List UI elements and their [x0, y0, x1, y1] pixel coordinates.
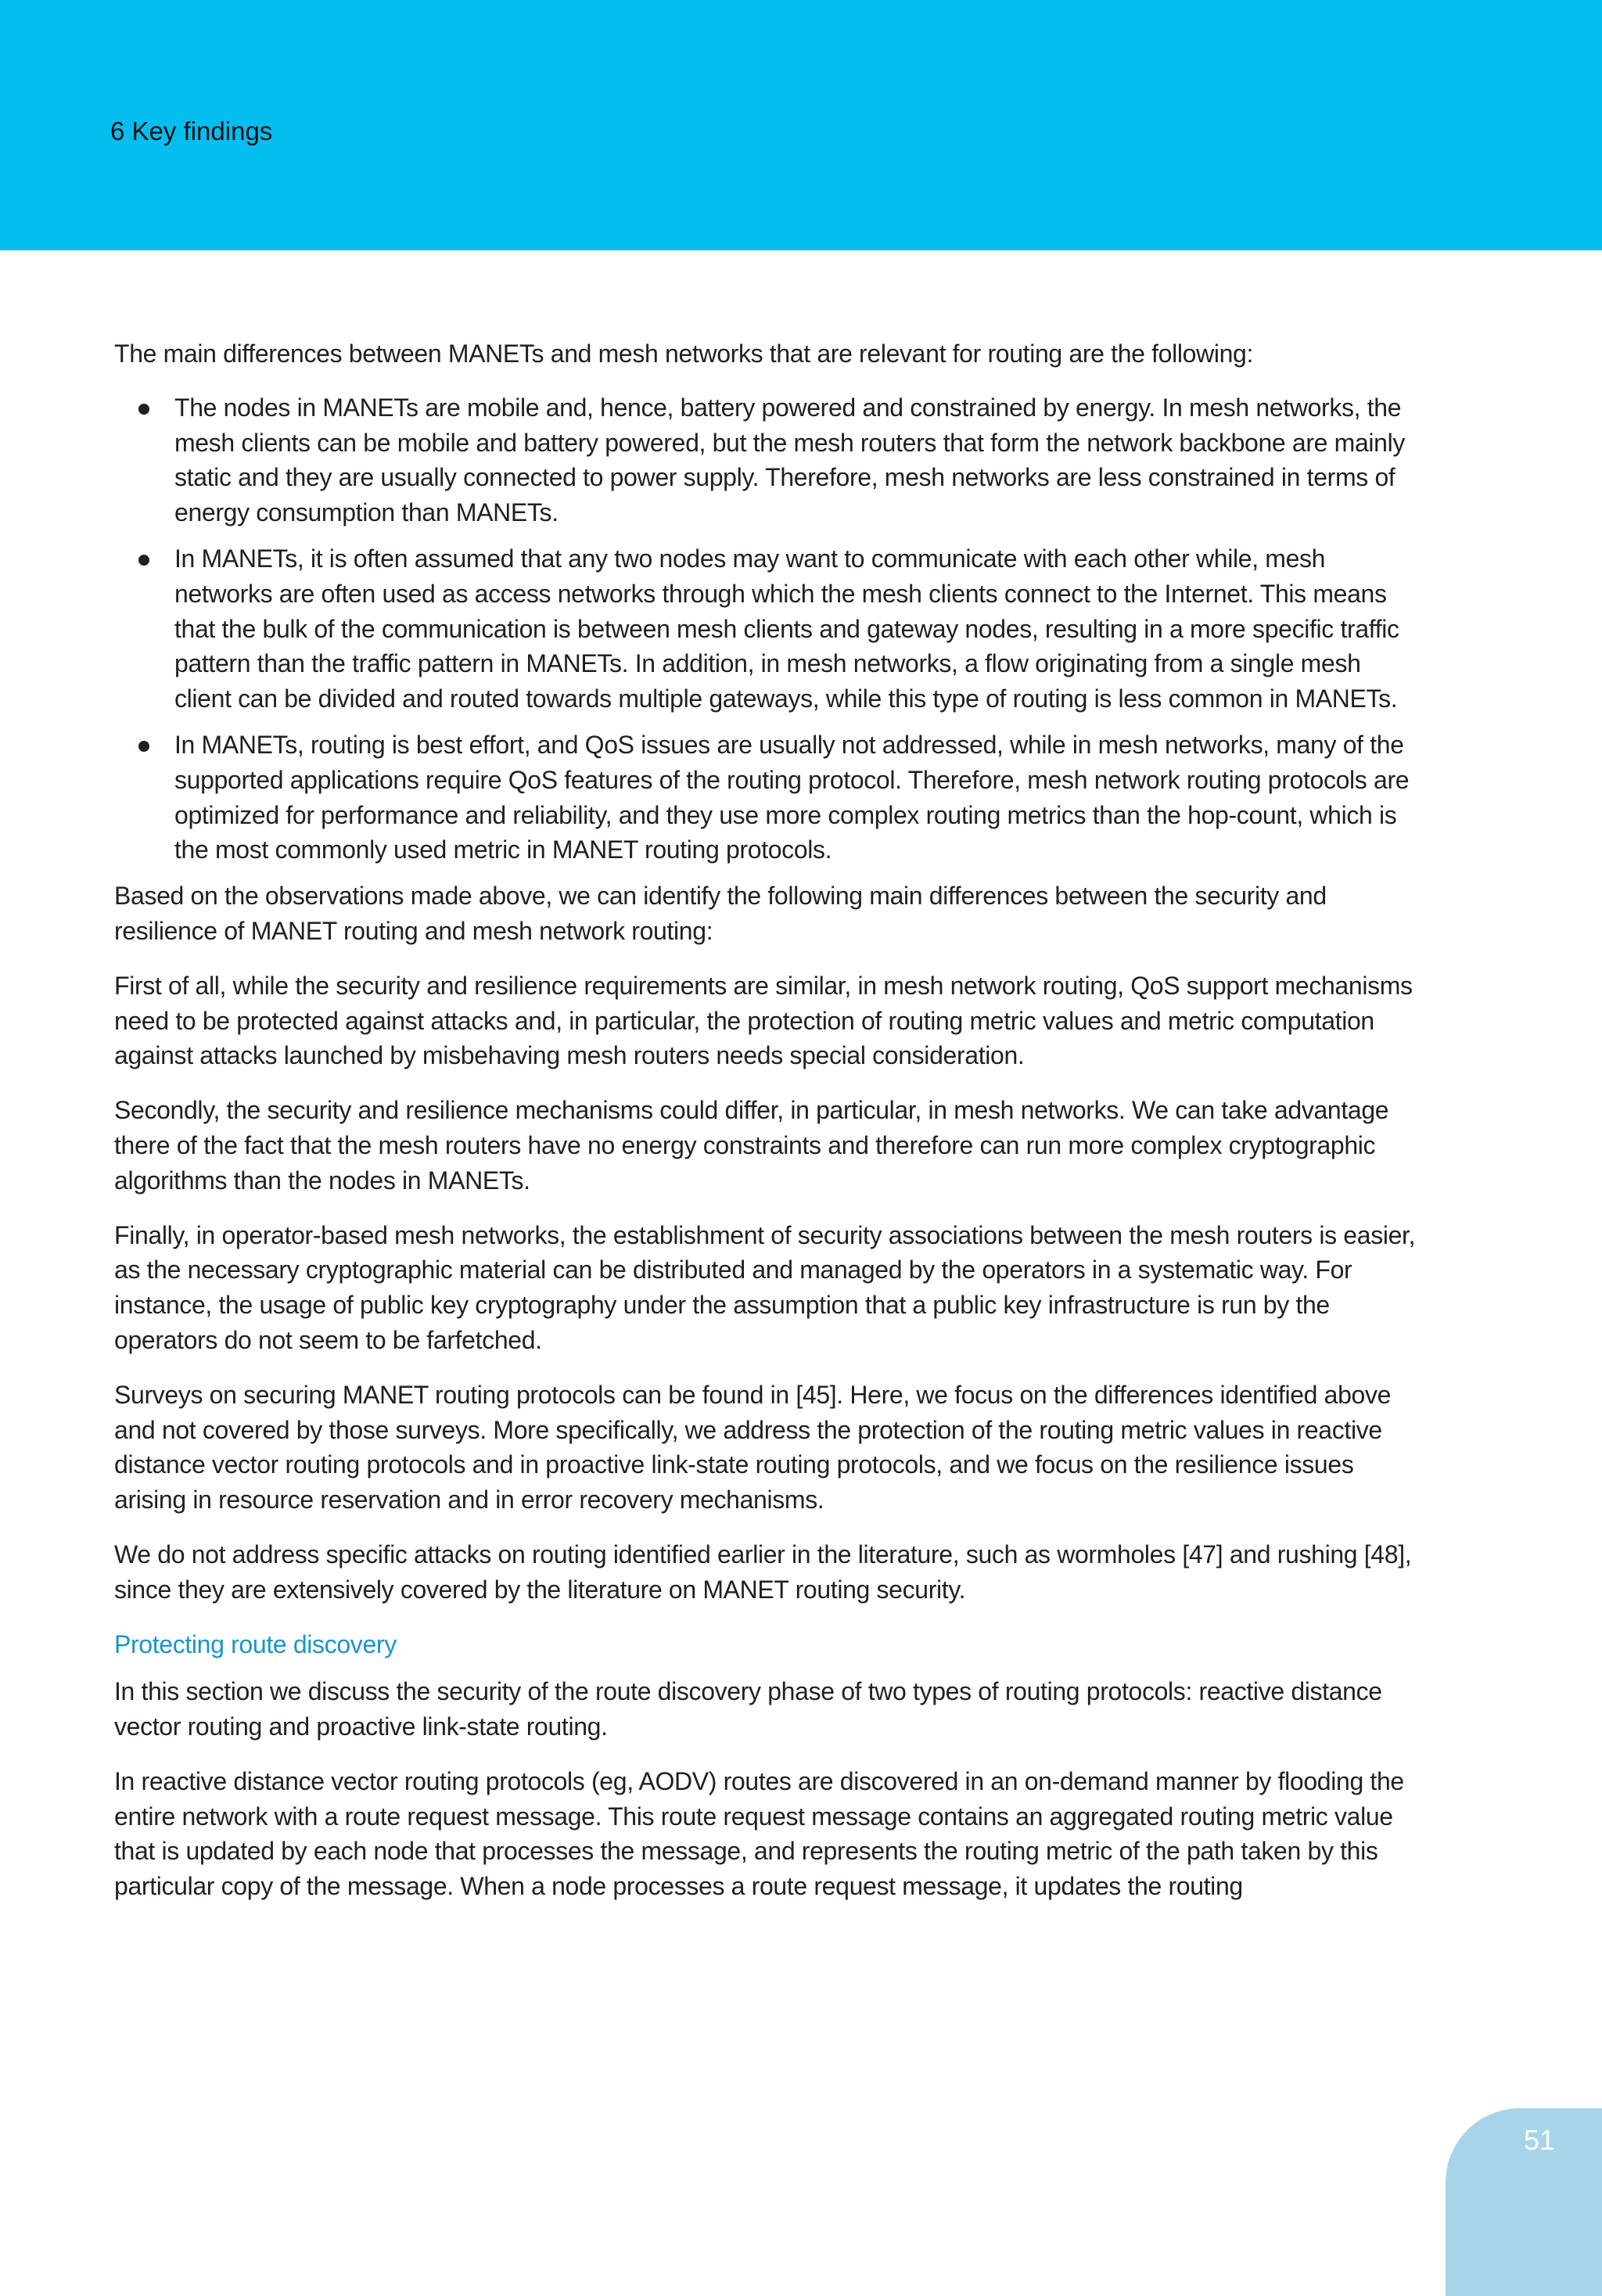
- list-item-text: In MANETs, it is often assumed that any two nodes may want to communicate with each other while, mesh networks are often used as access networks through which the mesh clients connect to the Internet. This means that the bulk of the communication is between mesh clients and gateway nodes, resulting in a more specific traffic pattern than the traffic pattern in MANETs. In addition, in mesh networks, a flow originating from a single mesh client can be divided and routed towards multiple gateways, while this type of routing is less common in MANETs.: [174, 544, 1399, 713]
- paragraph: Finally, in operator-based mesh networks, the establishment of security associations between the mesh routers is easier, as the necessary cryptographic material can be distributed and managed by the operators in a systematic way. For instance, the usage of public key cryptography under the assumption that a public key infrastructure is run by the operators do not seem to be farfetched.: [114, 1220, 1416, 1354]
- chapter-title: 6 Key findings: [110, 117, 273, 146]
- paragraph: We do not address specific attacks on routing identified earlier in the literature, such as wormholes [47] and rushing [48], since they are extensively covered by the literature on MANET routing security.: [114, 1540, 1412, 1604]
- bullet-icon: [138, 404, 149, 415]
- bullet-icon: [138, 555, 149, 566]
- list-item-text: In MANETs, routing is best effort, and QoS issues are usually not addressed, while in mesh networks, many of the supported applications require QoS features of the routing protocol. Therefore, mesh network routing protocols are optimized for performance and reliability, and they use more complex routing metrics than the hop-count, which is the most commonly used metric in MANET routing protocols.: [174, 730, 1410, 864]
- paragraph: First of all, while the security and resilience requirements are similar, in mesh network routing, QoS support mechanisms need to be protected against attacks and, in particular, the protection of routing metric values and metric computation against attacks launched by misbehaving mesh routers needs special consideration.: [114, 971, 1413, 1070]
- paragraph: In reactive distance vector routing protocols (eg, AODV) routes are discovered in an on-demand manner by flooding the entire network with a route request message. This route request message contains an aggregated routing metric value that is updated by each node that processes the message, and represents the routing metric of the path taken by this particular copy of the message. When a node processes a route request message, it updates the routing: [114, 1766, 1404, 1901]
- header-band: [0, 0, 1602, 250]
- list-item: [114, 390, 1419, 530]
- paragraph: Surveys on securing MANET routing protocols can be found in [45]. Here, we focus on the differences identified above and not covered by those surveys. More specifically, we address the protection of the routing metric values in reactive distance vector routing protocols and in proactive link-state routing protocols, and we focus on the resilience issues arising in resource reservation and in error recovery mechanisms.: [114, 1380, 1392, 1514]
- list-item-text: The nodes in MANETs are mobile and, hence, battery powered and constrained by energy. In mesh networks, the mesh clients can be mobile and battery powered, but the mesh routers that form the network backbone are mainly static and they are usually connected to power supply. Therefore, mesh networks are less constrained in terms of energy consumption than MANETs.: [174, 393, 1406, 527]
- section-heading: Protecting route discovery: [114, 1629, 397, 1658]
- list-item: [114, 728, 1419, 868]
- paragraph: In this section we discuss the security of the route discovery phase of two types of routing protocols: reactive distance vector routing and proactive link-state routing.: [114, 1677, 1382, 1741]
- paragraph: Secondly, the security and resilience mechanisms could differ, in particular, in mesh networks. We can take advantage there of the fact that the mesh routers have no energy constraints and therefore can run more complex cryptographic algorithms than the nodes in MANETs.: [114, 1096, 1389, 1195]
- document-body: [114, 336, 1419, 1924]
- differences-list: [114, 390, 1419, 868]
- list-item: [114, 541, 1419, 717]
- bullet-icon: [138, 741, 149, 752]
- paragraph: Based on the observations made above, we can identify the following main differences between the security and resilience of MANET routing and mesh network routing:: [114, 882, 1327, 945]
- intro-paragraph: The main differences between MANETs and mesh networks that are relevant for routing are the following:: [114, 340, 1254, 368]
- page-number: 51: [1524, 2124, 1556, 2156]
